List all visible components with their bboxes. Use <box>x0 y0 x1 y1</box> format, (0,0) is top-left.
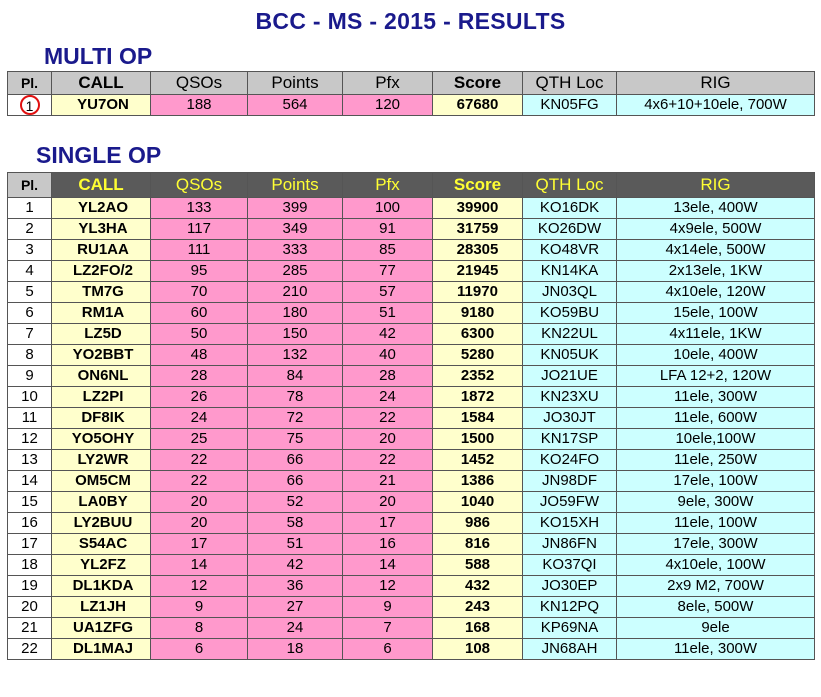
cell-qsos: 6 <box>151 639 248 660</box>
cell-qth-loc: JN86FN <box>523 534 617 555</box>
cell-points: 150 <box>248 324 343 345</box>
cell-score: 6300 <box>433 324 523 345</box>
cell-place: 5 <box>8 282 52 303</box>
cell-qsos: 24 <box>151 408 248 429</box>
cell-place: 2 <box>8 219 52 240</box>
cell-qth-loc: JO59FW <box>523 492 617 513</box>
cell-place: 18 <box>8 555 52 576</box>
cell-rig: 11ele, 250W <box>617 450 815 471</box>
cell-points: 58 <box>248 513 343 534</box>
cell-rig: 11ele, 100W <box>617 513 815 534</box>
cell-points: 564 <box>248 95 343 116</box>
cell-rig: 10ele, 400W <box>617 345 815 366</box>
cell-pfx: 51 <box>343 303 433 324</box>
cell-points: 24 <box>248 618 343 639</box>
cell-score: 39900 <box>433 198 523 219</box>
cell-place: 21 <box>8 618 52 639</box>
table-header-row <box>8 72 815 95</box>
cell-pfx: 40 <box>343 345 433 366</box>
cell-rig: 4x6+10+10ele, 700W <box>617 95 815 116</box>
cell-points: 52 <box>248 492 343 513</box>
header-call: CALL <box>52 72 151 95</box>
cell-rig: LFA 12+2, 120W <box>617 366 815 387</box>
cell-rig: 4x14ele, 500W <box>617 240 815 261</box>
header-rig: RIG <box>617 173 815 198</box>
cell-call: YL3HA <box>52 219 151 240</box>
cell-rig: 11ele, 300W <box>617 639 815 660</box>
table-row <box>8 345 815 366</box>
table-row <box>8 471 815 492</box>
cell-pfx: 9 <box>343 597 433 618</box>
cell-place: 17 <box>8 534 52 555</box>
cell-qsos: 188 <box>151 95 248 116</box>
cell-score: 816 <box>433 534 523 555</box>
cell-qth-loc: KO26DW <box>523 219 617 240</box>
cell-place: 9 <box>8 366 52 387</box>
cell-place: 8 <box>8 345 52 366</box>
cell-qsos: 70 <box>151 282 248 303</box>
header-qth-loc: QTH Loc <box>523 72 617 95</box>
cell-score: 21945 <box>433 261 523 282</box>
cell-qsos: 14 <box>151 555 248 576</box>
header-qth-loc: QTH Loc <box>523 173 617 198</box>
header-score: Score <box>433 72 523 95</box>
cell-qth-loc: KN05UK <box>523 345 617 366</box>
cell-qsos: 28 <box>151 366 248 387</box>
cell-pfx: 42 <box>343 324 433 345</box>
multi-op-section-title: MULTI OP <box>44 43 153 69</box>
cell-rig: 13ele, 400W <box>617 198 815 219</box>
cell-call: LZ1JH <box>52 597 151 618</box>
header-score: Score <box>433 173 523 198</box>
cell-pfx: 20 <box>343 492 433 513</box>
cell-rig: 2x9 M2, 700W <box>617 576 815 597</box>
cell-call: LZ5D <box>52 324 151 345</box>
cell-points: 27 <box>248 597 343 618</box>
cell-pfx: 24 <box>343 387 433 408</box>
cell-place: 3 <box>8 240 52 261</box>
cell-score: 1500 <box>433 429 523 450</box>
cell-rig: 15ele, 100W <box>617 303 815 324</box>
cell-call: ON6NL <box>52 366 151 387</box>
cell-points: 18 <box>248 639 343 660</box>
cell-call: DL1KDA <box>52 576 151 597</box>
cell-rig: 9ele, 300W <box>617 492 815 513</box>
cell-rig: 11ele, 600W <box>617 408 815 429</box>
cell-pfx: 91 <box>343 219 433 240</box>
header-qsos: QSOs <box>151 72 248 95</box>
cell-place: 13 <box>8 450 52 471</box>
cell-rig: 2x13ele, 1KW <box>617 261 815 282</box>
cell-call: S54AC <box>52 534 151 555</box>
cell-qsos: 133 <box>151 198 248 219</box>
cell-pfx: 77 <box>343 261 433 282</box>
cell-place: 11 <box>8 408 52 429</box>
cell-score: 1872 <box>433 387 523 408</box>
multi-op-results-table <box>7 71 815 116</box>
cell-qth-loc: KN05FG <box>523 95 617 116</box>
cell-qth-loc: KN12PQ <box>523 597 617 618</box>
cell-place: 10 <box>8 387 52 408</box>
cell-qsos: 22 <box>151 450 248 471</box>
cell-rig: 4x11ele, 1KW <box>617 324 815 345</box>
cell-pfx: 21 <box>343 471 433 492</box>
cell-points: 210 <box>248 282 343 303</box>
cell-qsos: 12 <box>151 576 248 597</box>
table-row <box>8 576 815 597</box>
cell-call: YL2FZ <box>52 555 151 576</box>
cell-score: 1040 <box>433 492 523 513</box>
cell-call: OM5CM <box>52 471 151 492</box>
cell-points: 399 <box>248 198 343 219</box>
table-row <box>8 324 815 345</box>
table-row <box>8 366 815 387</box>
cell-call: YO5OHY <box>52 429 151 450</box>
header-points: Points <box>248 173 343 198</box>
cell-score: 243 <box>433 597 523 618</box>
table-row <box>8 618 815 639</box>
cell-pfx: 22 <box>343 450 433 471</box>
cell-pfx: 7 <box>343 618 433 639</box>
cell-rig: 9ele <box>617 618 815 639</box>
table-row <box>8 513 815 534</box>
cell-call: TM7G <box>52 282 151 303</box>
header-pfx: Pfx <box>343 173 433 198</box>
cell-place: 14 <box>8 471 52 492</box>
cell-call: DL1MAJ <box>52 639 151 660</box>
table-row <box>8 198 815 219</box>
table-row <box>8 429 815 450</box>
single-op-table-body <box>8 198 815 660</box>
cell-points: 349 <box>248 219 343 240</box>
cell-place: 1 <box>8 198 52 219</box>
cell-rig: 8ele, 500W <box>617 597 815 618</box>
cell-qsos: 22 <box>151 471 248 492</box>
cell-place: 4 <box>8 261 52 282</box>
cell-score: 67680 <box>433 95 523 116</box>
cell-call: LZ2PI <box>52 387 151 408</box>
cell-call: LY2BUU <box>52 513 151 534</box>
cell-points: 66 <box>248 471 343 492</box>
cell-qth-loc: JO30JT <box>523 408 617 429</box>
cell-place: 12 <box>8 429 52 450</box>
cell-call: RM1A <box>52 303 151 324</box>
cell-points: 333 <box>248 240 343 261</box>
table-row <box>8 639 815 660</box>
table-row <box>8 387 815 408</box>
cell-qth-loc: KO59BU <box>523 303 617 324</box>
cell-qsos: 117 <box>151 219 248 240</box>
table-row <box>8 95 815 116</box>
cell-score: 986 <box>433 513 523 534</box>
cell-place <box>8 95 52 116</box>
cell-call: LA0BY <box>52 492 151 513</box>
table-row <box>8 261 815 282</box>
table-row <box>8 303 815 324</box>
cell-pfx: 16 <box>343 534 433 555</box>
cell-pfx: 57 <box>343 282 433 303</box>
table-header-row <box>8 173 815 198</box>
cell-qth-loc: KP69NA <box>523 618 617 639</box>
cell-qsos: 48 <box>151 345 248 366</box>
cell-qth-loc: JN03QL <box>523 282 617 303</box>
cell-score: 31759 <box>433 219 523 240</box>
cell-qsos: 25 <box>151 429 248 450</box>
cell-qsos: 111 <box>151 240 248 261</box>
cell-call: YL2AO <box>52 198 151 219</box>
table-row <box>8 597 815 618</box>
cell-score: 5280 <box>433 345 523 366</box>
header-pl: Pl. <box>8 173 52 198</box>
cell-qsos: 8 <box>151 618 248 639</box>
table-row <box>8 555 815 576</box>
header-rig: RIG <box>617 72 815 95</box>
cell-qsos: 50 <box>151 324 248 345</box>
cell-place: 16 <box>8 513 52 534</box>
cell-qth-loc: KN14KA <box>523 261 617 282</box>
cell-pfx: 17 <box>343 513 433 534</box>
cell-rig: 4x10ele, 120W <box>617 282 815 303</box>
cell-points: 180 <box>248 303 343 324</box>
cell-qth-loc: KO15XH <box>523 513 617 534</box>
cell-rig: 17ele, 300W <box>617 534 815 555</box>
cell-call: RU1AA <box>52 240 151 261</box>
cell-score: 11970 <box>433 282 523 303</box>
cell-score: 588 <box>433 555 523 576</box>
cell-points: 72 <box>248 408 343 429</box>
cell-points: 132 <box>248 345 343 366</box>
cell-qsos: 26 <box>151 387 248 408</box>
cell-rig: 4x9ele, 500W <box>617 219 815 240</box>
table-row <box>8 492 815 513</box>
cell-call: DF8IK <box>52 408 151 429</box>
single-op-section-title: SINGLE OP <box>36 142 162 168</box>
table-row <box>8 240 815 261</box>
cell-points: 75 <box>248 429 343 450</box>
header-call: CALL <box>52 173 151 198</box>
cell-place: 6 <box>8 303 52 324</box>
cell-points: 42 <box>248 555 343 576</box>
cell-pfx: 12 <box>343 576 433 597</box>
cell-pfx: 100 <box>343 198 433 219</box>
table-row <box>8 219 815 240</box>
cell-rig: 17ele, 100W <box>617 471 815 492</box>
cell-qsos: 17 <box>151 534 248 555</box>
cell-score: 108 <box>433 639 523 660</box>
cell-qsos: 20 <box>151 513 248 534</box>
cell-qth-loc: JO21UE <box>523 366 617 387</box>
cell-place: 15 <box>8 492 52 513</box>
cell-qsos: 60 <box>151 303 248 324</box>
cell-pfx: 14 <box>343 555 433 576</box>
cell-score: 9180 <box>433 303 523 324</box>
cell-points: 285 <box>248 261 343 282</box>
cell-place: 22 <box>8 639 52 660</box>
table-row <box>8 534 815 555</box>
cell-qsos: 20 <box>151 492 248 513</box>
cell-qsos: 9 <box>151 597 248 618</box>
cell-qth-loc: KO16DK <box>523 198 617 219</box>
table-row <box>8 450 815 471</box>
cell-pfx: 6 <box>343 639 433 660</box>
cell-place: 19 <box>8 576 52 597</box>
cell-pfx: 20 <box>343 429 433 450</box>
cell-call: YU7ON <box>52 95 151 116</box>
cell-qth-loc: KO24FO <box>523 450 617 471</box>
cell-pfx: 85 <box>343 240 433 261</box>
cell-points: 66 <box>248 450 343 471</box>
cell-qsos: 95 <box>151 261 248 282</box>
cell-score: 1386 <box>433 471 523 492</box>
cell-pfx: 22 <box>343 408 433 429</box>
page-title: BCC - MS - 2015 - RESULTS <box>255 8 566 34</box>
place-highlight-circle: 1 <box>20 95 40 115</box>
cell-pfx: 120 <box>343 95 433 116</box>
cell-qth-loc: KO48VR <box>523 240 617 261</box>
header-pl: Pl. <box>8 72 52 95</box>
cell-points: 36 <box>248 576 343 597</box>
cell-points: 51 <box>248 534 343 555</box>
cell-score: 432 <box>433 576 523 597</box>
header-pfx: Pfx <box>343 72 433 95</box>
cell-qth-loc: KN23XU <box>523 387 617 408</box>
cell-qth-loc: JO30EP <box>523 576 617 597</box>
cell-qth-loc: JN98DF <box>523 471 617 492</box>
table-row <box>8 282 815 303</box>
single-op-results-table <box>7 172 815 660</box>
cell-place: 20 <box>8 597 52 618</box>
header-points: Points <box>248 72 343 95</box>
header-qsos: QSOs <box>151 173 248 198</box>
cell-call: LY2WR <box>52 450 151 471</box>
cell-score: 28305 <box>433 240 523 261</box>
cell-rig: 4x10ele, 100W <box>617 555 815 576</box>
cell-call: YO2BBT <box>52 345 151 366</box>
cell-points: 84 <box>248 366 343 387</box>
cell-call: UA1ZFG <box>52 618 151 639</box>
cell-qth-loc: KN17SP <box>523 429 617 450</box>
cell-rig: 11ele, 300W <box>617 387 815 408</box>
cell-qth-loc: KO37QI <box>523 555 617 576</box>
table-row <box>8 408 815 429</box>
cell-score: 2352 <box>433 366 523 387</box>
cell-qth-loc: JN68AH <box>523 639 617 660</box>
cell-place: 7 <box>8 324 52 345</box>
cell-score: 1584 <box>433 408 523 429</box>
cell-pfx: 28 <box>343 366 433 387</box>
cell-qth-loc: KN22UL <box>523 324 617 345</box>
cell-score: 168 <box>433 618 523 639</box>
cell-rig: 10ele,100W <box>617 429 815 450</box>
cell-score: 1452 <box>433 450 523 471</box>
cell-points: 78 <box>248 387 343 408</box>
cell-call: LZ2FO/2 <box>52 261 151 282</box>
